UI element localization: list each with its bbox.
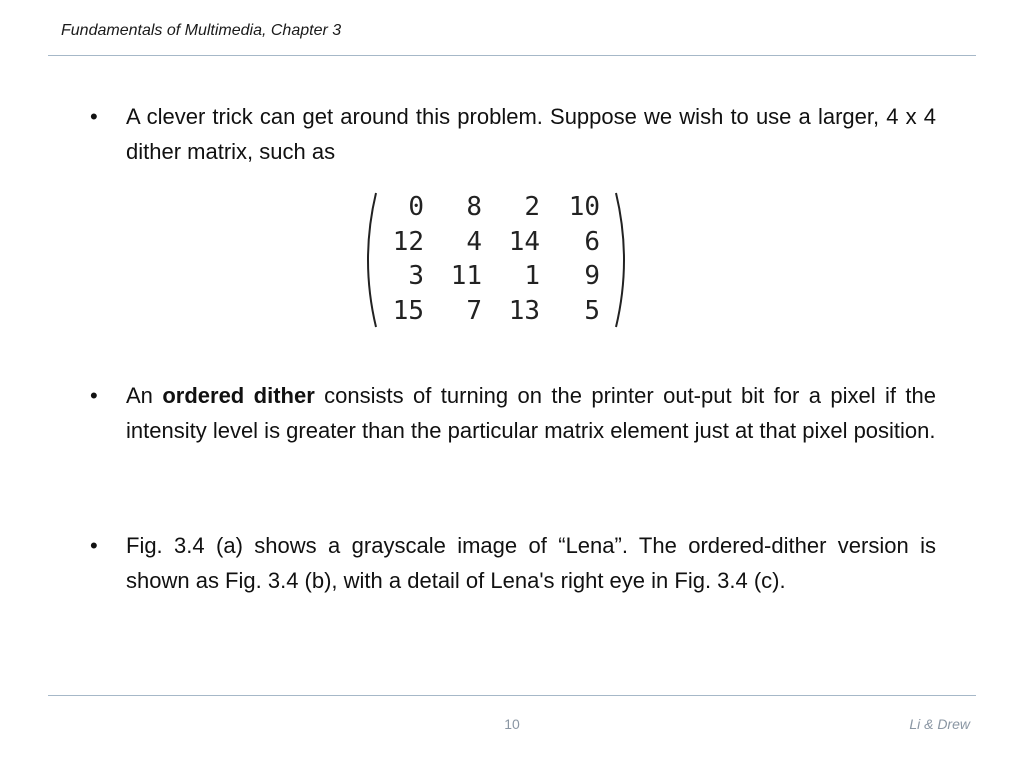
matrix-row	[384, 190, 600, 225]
matrix-cell: 6	[584, 226, 600, 257]
matrix-cell: 14	[508, 226, 540, 257]
matrix-cell: 11	[450, 261, 482, 291]
matrix-cell: 1	[524, 261, 540, 291]
matrix-cell: 3	[408, 261, 424, 291]
bullet-marker: •	[90, 104, 98, 129]
matrix-row	[384, 259, 600, 294]
bullet-text-2	[126, 379, 936, 448]
matrix-cell: 4	[466, 226, 482, 257]
slide-header-title: Fundamentals of Multimedia, Chapter 3	[61, 22, 342, 39]
bullet-marker: •	[90, 533, 98, 558]
footer-authors: Li & Drew	[909, 716, 970, 732]
header-divider	[48, 55, 976, 56]
matrix-row	[384, 225, 600, 260]
matrix-cell: 12	[392, 226, 424, 257]
dither-matrix	[358, 190, 634, 330]
matrix-row	[384, 294, 600, 329]
matrix-cell: 15	[392, 295, 424, 326]
bullet-text-3: Fig. 3.4 (a) shows a grayscale image of “Lena”. The ordered-dither version is shown as Fig. 3.4 (b), with a detail of Lena's right eye in Fig. 3.4 (c).	[126, 533, 936, 593]
matrix-cell: 10	[568, 192, 600, 222]
matrix-cell: 0	[408, 192, 424, 222]
bullet-text-1: A clever trick can get around this problem. Suppose we wish to use a larger, 4 x 4 dither matrix, such as	[126, 104, 936, 164]
matrix-cell: 13	[508, 295, 540, 326]
matrix-table	[384, 190, 600, 328]
bullet-marker: •	[90, 383, 98, 408]
matrix-cell: 5	[584, 295, 600, 326]
ordered-dither-term: ordered dither	[162, 383, 315, 408]
matrix-cell: 7	[466, 295, 482, 326]
page-number: 10	[504, 716, 520, 732]
bullet-text-2-suffix: consists of turning on the printer out-put bit for a pixel if the intensity level is greater than the particular matrix element just at that pixel position.	[126, 383, 936, 443]
matrix-cell: 9	[584, 261, 600, 291]
matrix-cell: 8	[466, 192, 482, 222]
footer-divider	[48, 695, 976, 696]
bullet-text-2-prefix: An	[126, 383, 163, 408]
matrix-cell: 2	[524, 192, 540, 222]
